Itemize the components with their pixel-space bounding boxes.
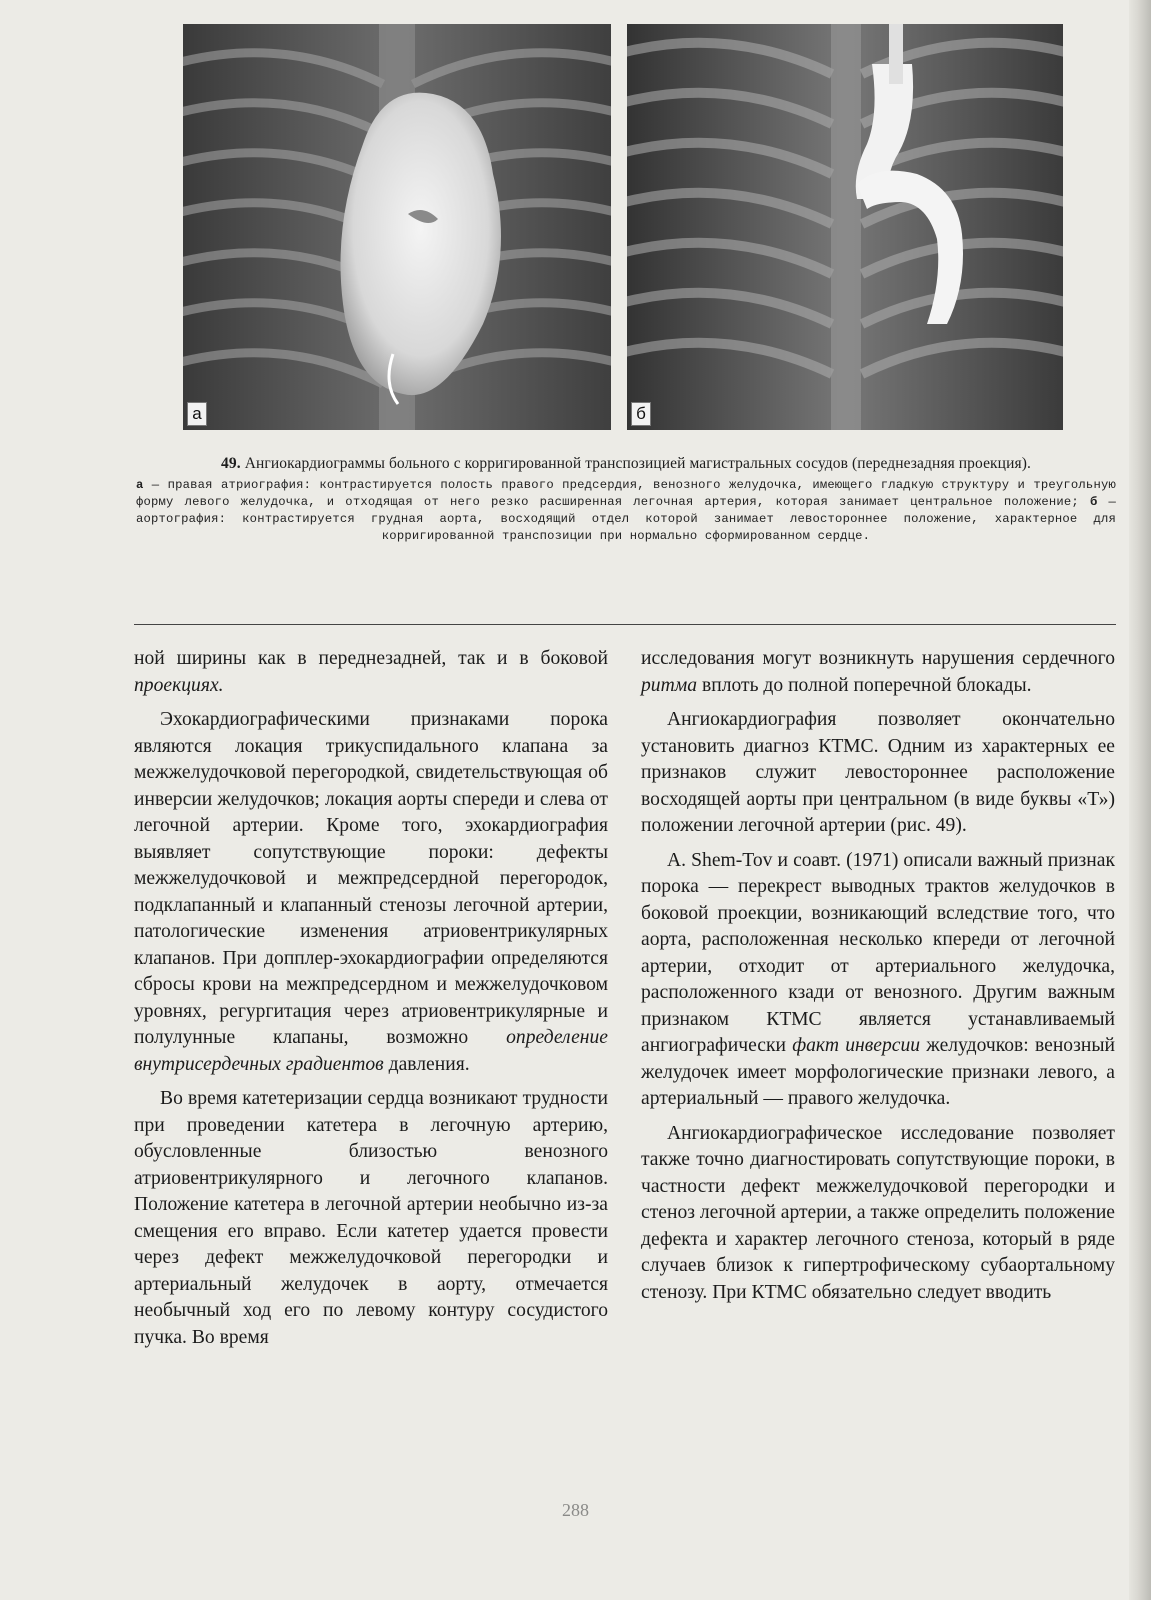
scan-edge-shadow <box>1129 0 1151 1600</box>
paragraph-italic: определение <box>506 1027 608 1048</box>
paragraph-text: желудочков: венозный желудочек имеет морфологические признаки левого, а артериальный — правого желудочка. <box>641 1035 1115 1109</box>
page-number: 288 <box>562 1500 589 1520</box>
figure-legend <box>136 477 1116 545</box>
paragraph <box>641 848 1115 1113</box>
paragraph-text: A. Shem-Tov и соавт. (1971) описали важный признак порока — перекрест выводных трактов желудочков в боковой проекции, возникающий вследствие того, что аорта, расположенная несколько кпереди от легочной артерии, отходит от артериального желудочка, расположенного кзади от венозного. Другим важным признаком КТМС является устанавливаемый ангиографически <box>641 849 1115 1056</box>
paragraph-italic: факт инверсии <box>792 1035 921 1056</box>
legend-b-text: — аортография: контрастируется грудная аорта, восходящий отдел которой занимает левостороннее положение, характерное для корригированной транспозиции при нормально сформированном сердце. <box>136 495 1117 543</box>
xray-panel-a <box>183 24 611 430</box>
paragraph-text: давления. <box>388 1053 470 1075</box>
figure-title <box>136 453 1116 474</box>
paragraph-text: Эхокардиографическими признаками порока являются локация трикуспидального клапана за межжелудочковой перегородкой, свидетельствующая об инверсии желудочков; локация аорты спереди и слева от легочной артерии. Кроме того, эхокардиография выявляет сопутствующие пороки: дефекты межжелудочковой и межпредсердной перегородок, подклапанный и клапанный стенозы легочной артерии, патологические изменения атриовентрикулярных клапанов. При допплер-эхокардиографии определяются сбросы крови на межпредсердном и межжелудочковом уровнях, регургитация через атриовентрикулярные и полулунные клапаны, возможно <box>134 709 608 1048</box>
right-column <box>641 646 1115 1306</box>
angiocardiogram-right-atriography-image <box>183 24 611 430</box>
xray-panel-b <box>627 24 1063 430</box>
figure-caption <box>136 453 1116 545</box>
paragraph-italic: ритма <box>641 674 698 696</box>
paragraph-italic: проекциях. <box>134 674 224 696</box>
legend-mark-b: б <box>1089 495 1098 509</box>
paragraph <box>134 707 608 1078</box>
panel-letter-b: б <box>631 402 651 426</box>
figure-number: 49. <box>221 455 241 472</box>
legend-mark-a: а <box>136 478 144 492</box>
figure-49 <box>183 24 1083 434</box>
paragraph: Ангиокардиографическое исследование позволяет также точно диагностировать сопутствующие пороки, в частности дефект межжелудочковой перегородки и стеноз легочной артерии, а также определить положение дефекта и характер легочного стеноза, который в ряде случаев близок к гипертрофическому субаортальному стенозу. При КТМС обязательно следует вводить <box>641 1122 1115 1303</box>
panel-letter-a: а <box>187 402 207 426</box>
section-divider <box>134 624 1116 625</box>
paragraph <box>134 646 608 699</box>
paragraph: Ангиокардиография позволяет окончательно установить диагноз КТМС. Одним из характерных ее признаков служит левостороннее расположение восходящей аорты при центральном (в виде буквы «Т») положении легочной артерии (рис. 49). <box>641 709 1115 836</box>
paragraph-text: ной ширины как в переднезадней, так и в боковой <box>134 648 608 669</box>
paragraph: Во время катетеризации сердца возникают трудности при проведении катетера в легочную артерию, обусловленные близостью венозного атриовентрикулярного и легочного клапанов. Положение катетера в легочной артерии необычно из-за смещения его вправо. Если катетер удается провести через дефект межжелудочковой перегородки и артериальный желудочек в аорту, отмечается необычный ход его по левому контуру сосудистого пучка. Во время <box>134 1088 608 1348</box>
paragraph-text: исследования могут возникнуть нарушения сердечного <box>641 648 1115 669</box>
legend-a-text: — правая атриография: контрастируется полость правого предсердия, венозного желудочка, имеющего гладкую структуру и треугольную форму левого желудочка, и отходящая от него резко расширенная легочная артерия, которая занимает центральное положение; <box>136 478 1116 509</box>
left-column <box>134 646 608 1351</box>
angiocardiogram-aortography-image <box>627 24 1063 430</box>
figure-title-text: Ангиокардиограммы больного с корригированной транспозицией магистральных сосудов (переднезадняя проекция). <box>244 455 1031 472</box>
paragraph-text: вплоть до полной поперечной блокады. <box>701 674 1032 696</box>
paragraph <box>641 646 1115 699</box>
paragraph-italic: внутрисердечных градиентов <box>134 1053 384 1075</box>
